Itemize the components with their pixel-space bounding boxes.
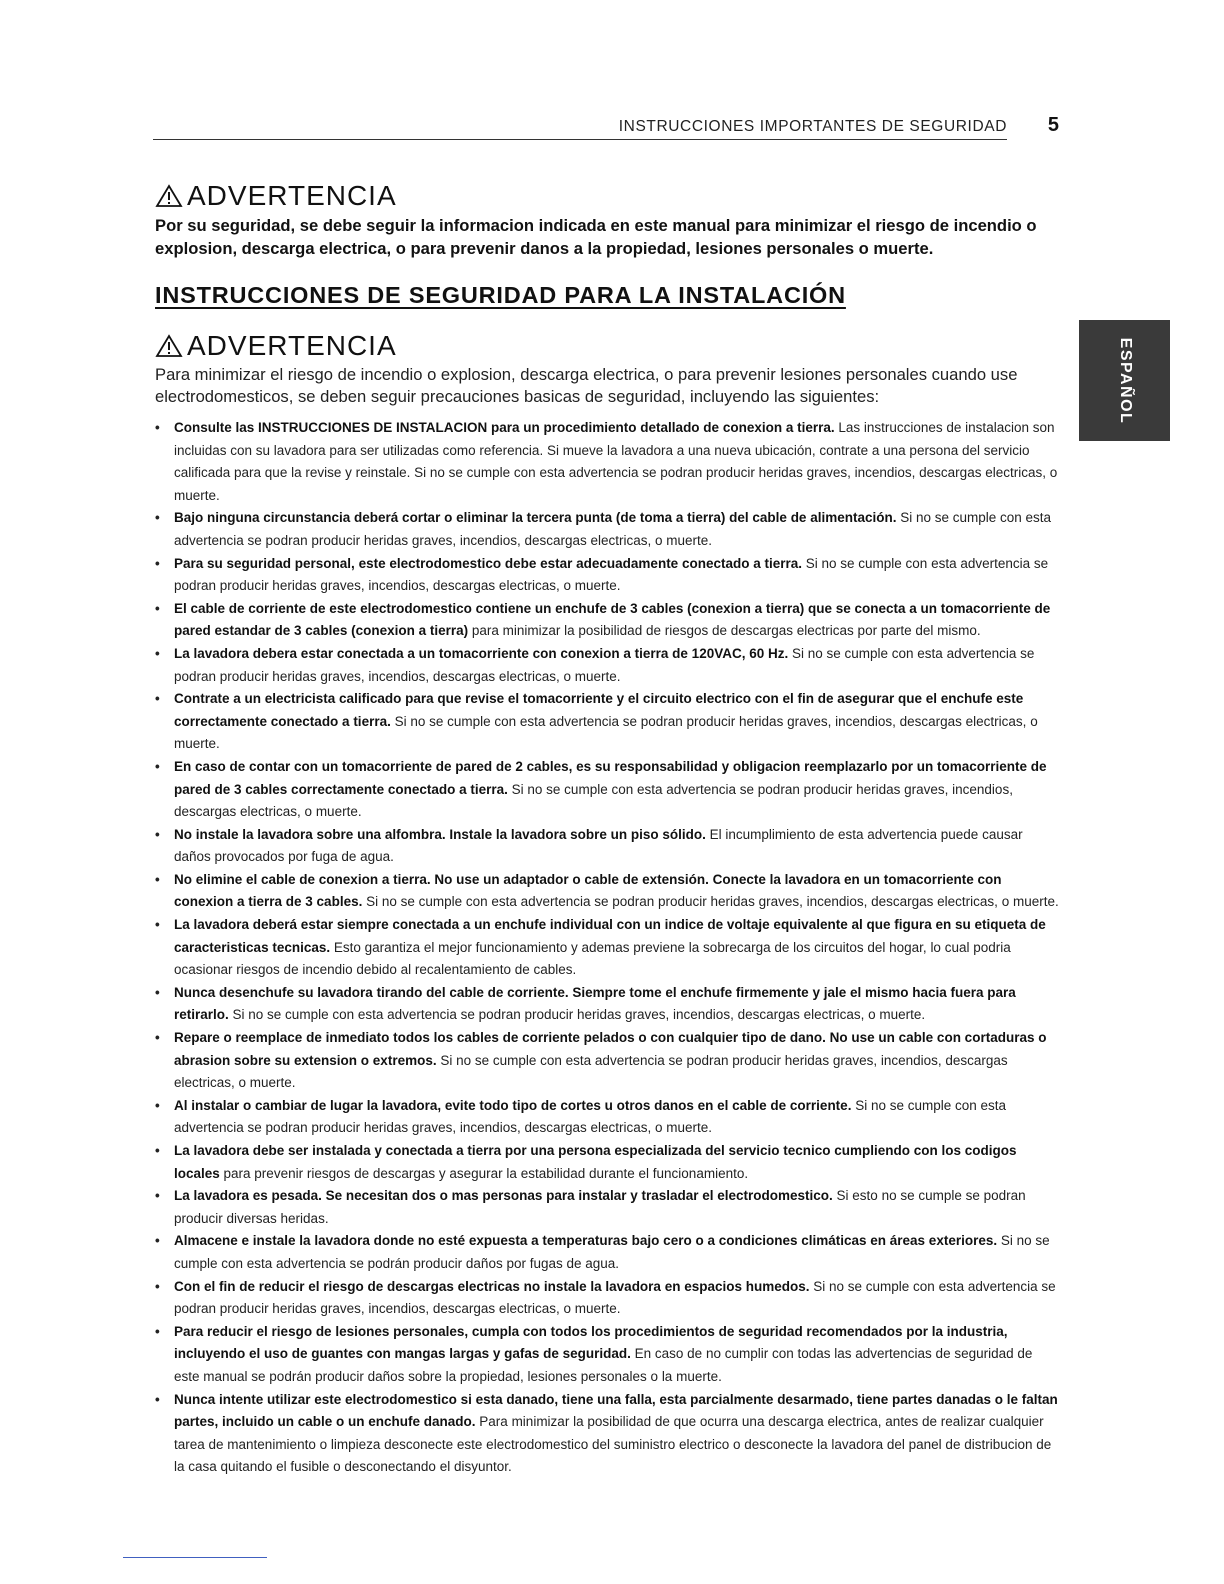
- list-item-text: Si no se cumple con esta advertencia se podran producir heridas graves, incendios, descargas electricas, o muerte.: [174, 713, 1038, 752]
- list-item-text: Si no se cumple con esta advertencia se podran producir heridas graves, incendios, descargas electricas, o muerte.: [228, 1007, 926, 1023]
- list-item-text: Para minimizar la posibilidad de que ocurra una descarga electrica, antes de realizar cualquier tarea de mantenimiento o limpieza desconecte este electrodomestico del suministro electrico o desconecte la lavadora del panel de distribucion de la casa quitando el fusible o desconectando el disyuntor.: [174, 1414, 1052, 1475]
- bullet-icon: •: [155, 555, 160, 571]
- list-item: [155, 1321, 1060, 1389]
- bullet-icon: •: [155, 758, 160, 774]
- list-item: [155, 417, 1060, 507]
- bullet-icon: •: [155, 1188, 160, 1204]
- bullet-icon: •: [155, 645, 160, 661]
- list-item-text: Si no se cumple con esta advertencia se podran producir heridas graves, incendios, descargas electricas, o muerte.: [174, 1278, 1056, 1317]
- list-item-text: Si no se cumple con esta advertencia se podran producir heridas graves, incendios, descargas electricas, o muerte.: [174, 1052, 1008, 1091]
- list-item-bold: La lavadora debera estar conectada a un tomacorriente con conexion a tierra de 120VAC, 60 Hz.: [174, 645, 789, 661]
- list-item-bold: Al instalar o cambiar de lugar la lavadora, evite todo tipo de cortes u otros danos en el cable de corriente.: [174, 1097, 852, 1113]
- footer-link-rule: [123, 1557, 267, 1558]
- warning-label-1: ADVERTENCIA: [187, 180, 397, 211]
- list-item-bold: No instale la lavadora sobre una alfombra. Instale la lavadora sobre un piso sólido.: [174, 826, 706, 842]
- list-item: [155, 1095, 1060, 1140]
- list-item: [155, 824, 1060, 869]
- list-item-bold: La lavadora deberá estar siempre conectada a un enchufe individual con un indice de voltaje equivalente al que figura en su etiqueta de caracteristicas tecnicas.: [174, 917, 1046, 955]
- list-item-bold: No elimine el cable de conexion a tierra. No use un adaptador o cable de extensión. Conecte la lavadora en un tomacorriente con conexion a tierra de 3 cables.: [174, 871, 1002, 910]
- page-number: 5: [1047, 114, 1059, 136]
- list-item-bold: Nunca desenchufe su lavadora tirando del cable de corriente. Siempre tome el enchufe firmemente y jale el mismo hacia fuera para retirarlo.: [174, 984, 1016, 1023]
- list-item-text: Si no se cumple con esta advertencia se podran producir heridas graves, incendios, descargas electricas, o muerte.: [174, 555, 1049, 594]
- list-item-text: para prevenir riesgos de descargas y asegurar la estabilidad durante el funcionamiento.: [219, 1165, 749, 1181]
- list-item-bold: Contrate a un electricista calificado para que revise el tomacorriente y el circuito electrico con el fin de asegurar que el enchufe este correctamente conectado a tierra.: [174, 691, 1024, 729]
- list-item-text: Si no se cumple con esta advertencia se podran producir heridas graves, incendios, descargas electricas, o muerte.: [362, 894, 1059, 910]
- list-item: [155, 1230, 1060, 1275]
- bullet-icon: •: [155, 1097, 160, 1113]
- list-item-text: Si no se cumple con esta advertencia se podran producir heridas graves, incendios, descargas electricas, o muerte.: [174, 781, 1013, 820]
- list-item-text: Si no se cumple con esta advertencia se podran producir heridas graves, incendios, descargas electricas, o muerte.: [174, 510, 1052, 548]
- list-item-bold: Bajo ninguna circunstancia deberá cortar o eliminar la tercera punta (de toma a tierra) del cable de alimentación.: [174, 510, 897, 526]
- warning-text-2: Para minimizar el riesgo de incendio o explosion, descarga electrica, o para prevenir lesiones personales cuando use electrodomesticos, se deben seguir precauciones basicas de seguridad, incluyendo las siguientes:: [155, 365, 1018, 406]
- list-item: [155, 1389, 1060, 1479]
- warning-text-1: Por su seguridad, se debe seguir la informacion indicada en este manual para minimizar el riesgo de incendio o explosion, descarga electrica, o para prevenir danos a la propiedad, lesiones personales o muerte.: [155, 216, 1037, 258]
- list-item: [155, 982, 1060, 1027]
- list-item-text: Las instrucciones de instalacion son incluidas con su lavadora para ser utilizadas como referencia. Si mueve la lavadora a una nueva ubicación, contrate a una persona del servicio calificada para que la revise y reinstale. Si no se cumple con esta advertencia se podran producir heridas graves, incendios, descargas electricas, o muerte.: [174, 420, 1058, 503]
- list-item-bold: La lavadora debe ser instalada y conectada a tierra por una persona especializada del servicio tecnico cumpliendo con los codigos locales: [174, 1143, 1017, 1181]
- list-item-bold: Almacene e instale la lavadora donde no esté expuesta a temperaturas bajo cero o a condiciones climáticas en áreas exteriores.: [174, 1233, 998, 1249]
- warning-label-2: ADVERTENCIA: [187, 330, 397, 361]
- list-item-bold: En caso de contar con un tomacorriente de pared de 2 cables, es su responsabilidad y obligacion reemplazarlo por un tomacorriente de pared de 3 cables correctamente conectado a tierra.: [174, 758, 1047, 797]
- warning-heading-2: [155, 330, 397, 362]
- bullet-icon: •: [155, 691, 160, 707]
- list-item-bold: La lavadora es pesada. Se necesitan dos o mas personas para instalar y trasladar el electrodomestico.: [174, 1188, 833, 1204]
- list-item-text: En caso de no cumplir con todas las advertencias de seguridad de este manual se podrán producir daños sobre la propiedad, lesiones personales o la muerte.: [174, 1346, 1033, 1384]
- list-item-bold: Repare o reemplace de inmediato todos los cables de corriente pelados o con cualquier tipo de dano. No use un cable con cortaduras o abrasion sobre su extension o extremos.: [174, 1030, 1047, 1068]
- bullet-icon: •: [155, 420, 160, 435]
- page-header: [153, 114, 1059, 140]
- list-item: [155, 1185, 1060, 1230]
- list-item: [155, 598, 1060, 643]
- list-item-bold: Consulte las INSTRUCCIONES DE INSTALACION para un procedimiento detallado de conexion a tierra.: [174, 420, 835, 435]
- warning-triangle-icon: [155, 334, 183, 358]
- list-item: [155, 1276, 1060, 1321]
- list-item-bold: Con el fin de reducir el riesgo de descargas electricas no instale la lavadora en espacios humedos.: [174, 1278, 810, 1294]
- list-item-text: Si no se cumple con esta advertencia se podran producir heridas graves, incendios, descargas electricas, o muerte.: [174, 645, 1035, 684]
- section-title: INSTRUCCIONES DE SEGURIDAD PARA LA INSTALACIÓN: [155, 282, 846, 308]
- list-item: [155, 553, 1060, 598]
- list-item-bold: Nunca intente utilizar este electrodomestico si esta danado, tiene una falla, esta parcialmente desarmado, tiene partes danadas o le faltan partes, incluido un cable o un enchufe danado.: [174, 1391, 1058, 1430]
- warning-triangle-icon: [155, 184, 183, 208]
- bullet-icon: •: [155, 1278, 160, 1294]
- list-item: [155, 756, 1060, 824]
- bullet-icon: •: [155, 510, 160, 526]
- list-item-text: para minimizar la posibilidad de riesgos de descargas electricas por parte del mismo.: [468, 623, 981, 639]
- list-item-text: Si no se cumple con esta advertencia se podrán producir daños por fugas de agua.: [174, 1233, 1050, 1271]
- bullet-icon: •: [155, 600, 160, 616]
- list-item: [155, 1027, 1060, 1095]
- bullet-icon: •: [155, 826, 160, 842]
- list-item-bold: Para reducir el riesgo de lesiones personales, cumpla con todos los procedimientos de seguridad recomendados por la industria, incluyendo el uso de guantes con mangas largas y gafas de seguridad.: [174, 1323, 1008, 1362]
- list-item-text: Esto garantiza el mejor funcionamiento y ademas previene la sobrecarga de los circuitos del hogar, lo cual podria ocasionar riesgos de incendio debido al recalentamiento de cables.: [174, 939, 1011, 978]
- list-item: [155, 688, 1060, 756]
- bullet-icon: •: [155, 984, 160, 1000]
- header-divider: [153, 139, 1007, 140]
- list-item-text: Si no se cumple con esta advertencia se podran producir heridas graves, incendios, descargas electricas, o muerte.: [174, 1097, 1007, 1136]
- bullet-icon: •: [155, 1143, 160, 1158]
- safety-list: [155, 417, 1060, 1479]
- bullet-icon: •: [155, 1233, 160, 1249]
- header-title: INSTRUCCIONES IMPORTANTES DE SEGURIDAD: [618, 118, 1007, 135]
- bullet-icon: •: [155, 1391, 160, 1407]
- bullet-icon: •: [155, 917, 160, 933]
- language-tab: [1079, 320, 1170, 441]
- bullet-icon: •: [155, 871, 160, 887]
- list-item: [155, 869, 1060, 914]
- list-item: [155, 643, 1060, 688]
- list-item: [155, 914, 1060, 982]
- warning-heading-1: [155, 180, 397, 212]
- list-item-bold: Para su seguridad personal, este electrodomestico debe estar adecuadamente conectado a tierra.: [174, 555, 802, 571]
- language-tab-label: ESPAÑOL: [1116, 337, 1134, 424]
- bullet-icon: •: [155, 1030, 160, 1046]
- list-item: [155, 1140, 1060, 1185]
- list-item: [155, 507, 1060, 552]
- list-item-text: Si esto no se cumple se podran producir diversas heridas.: [174, 1188, 1026, 1226]
- list-item-bold: El cable de corriente de este electrodomestico contiene un enchufe de 3 cables (conexion a tierra) que se conecta a un tomacorriente de pared estandar de 3 cables (conexion a tierra): [174, 600, 1051, 639]
- list-item-text: El incumplimiento de esta advertencia puede causar daños provocados por fuga de agua.: [174, 826, 1023, 865]
- bullet-icon: •: [155, 1323, 160, 1339]
